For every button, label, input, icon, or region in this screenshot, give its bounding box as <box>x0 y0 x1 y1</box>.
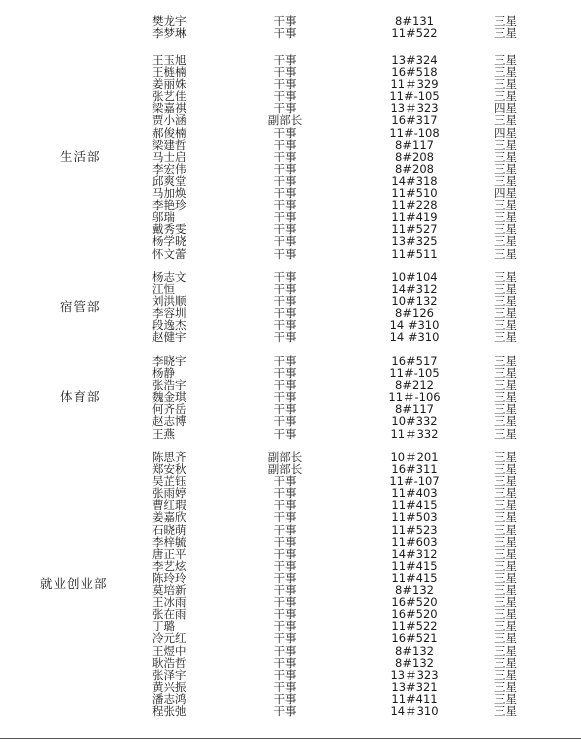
group-unnamed <box>0 15 581 39</box>
member-room: 8#131 <box>395 14 434 28</box>
member-role: 副部长 <box>267 462 303 477</box>
member-rating: 三星 <box>494 450 517 464</box>
member-rating: 三星 <box>494 546 517 561</box>
member-room: 11#-108 <box>389 125 440 140</box>
member-room: 14#312 <box>391 546 438 561</box>
member-role: 干事 <box>273 149 297 164</box>
table-row <box>0 127 581 139</box>
member-name: 怀文蕾 <box>152 246 187 261</box>
member-name: 李艺炫 <box>152 558 187 573</box>
member-rating: 三星 <box>494 149 517 164</box>
member-rating: 三星 <box>494 113 517 128</box>
member-room: 10#132 <box>391 294 438 309</box>
member-rating: 四星 <box>494 125 517 140</box>
department-label: 体育部 <box>60 389 101 405</box>
member-room: 16#311 <box>391 462 438 477</box>
member-name: 杨学晓 <box>152 234 187 249</box>
member-rating: 三星 <box>494 534 517 549</box>
table-row <box>0 524 581 536</box>
member-room: 13#325 <box>391 234 438 249</box>
member-rating: 三星 <box>494 366 517 381</box>
member-role: 干事 <box>273 77 297 92</box>
member-role: 干事 <box>273 246 297 261</box>
member-rating: 四星 <box>494 186 517 201</box>
member-name: 贾小涵 <box>152 113 187 128</box>
member-name: 李晓宇 <box>152 354 187 368</box>
table-row <box>0 235 581 247</box>
member-role: 干事 <box>273 210 297 225</box>
member-role: 干事 <box>273 558 297 573</box>
member-role: 干事 <box>273 534 297 549</box>
member-room: 8#212 <box>395 378 434 393</box>
member-role: 干事 <box>273 270 297 284</box>
member-room: 11＃329 <box>390 77 439 92</box>
member-rating: 三星 <box>494 137 517 152</box>
member-role: 干事 <box>273 631 297 646</box>
member-room: 14 #310 <box>389 318 440 333</box>
member-room: 11#522 <box>391 619 438 634</box>
member-room: 13＃323 <box>390 667 439 682</box>
member-rating: 三星 <box>494 703 517 718</box>
member-rating: 三星 <box>494 558 517 573</box>
member-name: 郑安秋 <box>152 462 187 477</box>
member-role: 干事 <box>273 306 297 321</box>
group-sports-department <box>0 355 581 440</box>
member-name: 李艳珍 <box>152 198 187 213</box>
member-room: 16#520 <box>391 595 438 610</box>
member-rating: 三星 <box>494 498 517 513</box>
member-role: 干事 <box>273 426 297 441</box>
member-name: 赵健宇 <box>152 330 187 345</box>
member-room: 11#415 <box>391 498 438 513</box>
member-rating: 三星 <box>494 222 517 237</box>
member-name: 段逸杰 <box>152 318 187 333</box>
member-room: 14 #310 <box>389 330 440 345</box>
member-room: 16#520 <box>391 607 438 622</box>
member-rating: 三星 <box>494 330 517 345</box>
member-room: 13#321 <box>391 679 438 694</box>
member-role: 干事 <box>273 667 297 682</box>
member-name: 吴芷钰 <box>152 474 187 489</box>
member-name: 王燕 <box>152 426 175 441</box>
member-room: 8#132 <box>395 583 434 598</box>
member-role: 干事 <box>273 354 297 368</box>
member-role: 干事 <box>273 161 297 176</box>
member-name: 张雨婷 <box>152 486 187 501</box>
member-rating: 三星 <box>494 486 517 501</box>
department-label: 宿管部 <box>60 299 101 315</box>
member-role: 干事 <box>273 318 297 333</box>
member-name: 邱爽堂 <box>152 173 187 188</box>
member-room: 11＃-106 <box>388 390 441 405</box>
member-room: 11#523 <box>391 522 438 537</box>
member-room: 8#117 <box>395 137 434 152</box>
member-room: 11#-105 <box>389 366 440 381</box>
member-rating: 三星 <box>494 53 517 67</box>
member-name: 魏金琪 <box>152 390 187 405</box>
table-row <box>0 645 581 657</box>
member-room: 10#332 <box>391 414 438 429</box>
member-room: 16#317 <box>391 113 438 128</box>
member-rating: 三星 <box>494 679 517 694</box>
member-name: 马士启 <box>152 149 187 164</box>
member-role: 副部长 <box>267 113 303 128</box>
member-role: 干事 <box>273 474 297 489</box>
table-row <box>0 331 581 343</box>
member-name: 张泽宇 <box>152 667 187 682</box>
member-name: 戴秀雯 <box>152 222 187 237</box>
member-rating: 三星 <box>494 306 517 321</box>
member-room: 8#132 <box>395 655 434 670</box>
member-name: 王冰雨 <box>152 595 187 610</box>
member-rating: 三星 <box>494 570 517 585</box>
member-name: 李梓毓 <box>152 534 187 549</box>
member-role: 干事 <box>273 679 297 694</box>
member-role: 干事 <box>273 522 297 537</box>
member-name: 李宏伟 <box>152 161 187 176</box>
member-room: 16#517 <box>391 354 438 368</box>
member-name: 王煜中 <box>152 643 187 658</box>
table-row <box>0 415 581 427</box>
member-role: 干事 <box>273 546 297 561</box>
member-room: 11#522 <box>391 26 438 41</box>
member-role: 干事 <box>273 655 297 670</box>
member-role: 干事 <box>273 595 297 610</box>
member-room: 8#132 <box>395 643 434 658</box>
member-role: 干事 <box>273 390 297 405</box>
member-room: 11#511 <box>391 246 438 261</box>
member-room: 13＃323 <box>390 101 439 116</box>
member-name: 王梿楠 <box>152 65 187 80</box>
member-role: 干事 <box>273 510 297 525</box>
member-rating: 三星 <box>494 26 517 41</box>
member-role: 干事 <box>273 366 297 381</box>
member-room: 16#518 <box>391 65 438 80</box>
member-rating: 三星 <box>494 643 517 658</box>
group-life-department <box>0 54 581 260</box>
member-rating: 三星 <box>494 198 517 213</box>
member-role: 干事 <box>273 486 297 501</box>
member-role: 干事 <box>273 125 297 140</box>
table-row <box>0 27 581 39</box>
member-role: 干事 <box>273 198 297 213</box>
member-rating: 三星 <box>494 595 517 610</box>
member-name: 张在雨 <box>152 607 187 622</box>
member-room: 11#-105 <box>389 89 440 104</box>
member-name: 张浩宇 <box>152 378 187 393</box>
member-name: 梁嘉祺 <box>152 101 187 116</box>
member-room: 11#419 <box>391 210 438 225</box>
member-rating: 三星 <box>494 65 517 80</box>
member-room: 14＃310 <box>390 703 439 718</box>
member-rating: 三星 <box>494 390 517 405</box>
table-row <box>0 705 581 717</box>
member-role: 干事 <box>273 89 297 104</box>
member-name: 赵志博 <box>152 414 187 429</box>
member-name: 邬瑞 <box>152 210 175 225</box>
member-rating: 三星 <box>494 631 517 646</box>
member-rating: 三星 <box>494 402 517 417</box>
member-rating: 三星 <box>494 522 517 537</box>
table-row <box>0 428 581 440</box>
member-name: 梁建哲 <box>152 137 187 152</box>
member-name: 程张弛 <box>152 703 187 718</box>
member-name: 陈思齐 <box>152 450 187 464</box>
member-rating: 三星 <box>494 318 517 333</box>
department-label: 就业创业部 <box>40 576 108 592</box>
member-rating: 三星 <box>494 655 517 670</box>
member-rating: 三星 <box>494 173 517 188</box>
member-role: 干事 <box>273 607 297 622</box>
table-row <box>0 114 581 126</box>
member-name: 曹红瑕 <box>152 498 187 513</box>
member-room: 14#312 <box>391 282 438 297</box>
member-role: 干事 <box>273 498 297 513</box>
member-role: 干事 <box>273 691 297 706</box>
member-name: 潘志鸿 <box>152 691 187 706</box>
member-rating: 三星 <box>494 77 517 92</box>
member-rating: 三星 <box>494 210 517 225</box>
member-room: 11#503 <box>391 510 438 525</box>
member-room: 14#318 <box>391 173 438 188</box>
member-rating: 三星 <box>494 619 517 634</box>
member-role: 干事 <box>273 173 297 188</box>
member-room: 8#117 <box>395 402 434 417</box>
member-room: 11#403 <box>391 486 438 501</box>
member-room: 8#126 <box>395 306 434 321</box>
member-room: 11＃332 <box>390 426 439 441</box>
member-rating: 三星 <box>494 14 517 28</box>
member-role: 干事 <box>273 378 297 393</box>
member-role: 副部长 <box>267 450 303 464</box>
member-name: 刘洪顺 <box>152 294 187 309</box>
bottom-divider <box>0 738 581 739</box>
member-role: 干事 <box>273 234 297 249</box>
member-name: 莫培新 <box>152 583 187 598</box>
member-role: 干事 <box>273 65 297 80</box>
member-name: 姜丽姝 <box>152 77 187 92</box>
member-rating: 三星 <box>494 667 517 682</box>
member-name: 郝俊楠 <box>152 125 187 140</box>
member-name: 江恒 <box>152 282 175 297</box>
member-rating: 三星 <box>494 161 517 176</box>
member-rating: 三星 <box>494 354 517 368</box>
member-role: 干事 <box>273 186 297 201</box>
member-name: 陈玲玲 <box>152 570 187 585</box>
member-role: 干事 <box>273 53 297 67</box>
member-role: 干事 <box>273 14 297 28</box>
member-room: 11#-107 <box>389 474 440 489</box>
member-rating: 三星 <box>494 414 517 429</box>
member-room: 11#415 <box>391 570 438 585</box>
table-row <box>0 632 581 644</box>
member-role: 干事 <box>273 643 297 658</box>
member-rating: 三星 <box>494 462 517 477</box>
member-rating: 三星 <box>494 378 517 393</box>
member-room: 10＃201 <box>390 450 439 464</box>
member-rating: 三星 <box>494 246 517 261</box>
member-name: 王玉旭 <box>152 53 187 67</box>
member-name: 唐正平 <box>152 546 187 561</box>
member-role: 干事 <box>273 619 297 634</box>
table-row <box>0 669 581 681</box>
member-role: 干事 <box>273 570 297 585</box>
member-rating: 三星 <box>494 282 517 297</box>
member-name: 杨志文 <box>152 270 187 284</box>
member-name: 李容圳 <box>152 306 187 321</box>
member-role: 干事 <box>273 414 297 429</box>
member-name: 丁璐 <box>152 619 175 634</box>
member-name: 耿浩哲 <box>152 655 187 670</box>
table-row <box>0 511 581 523</box>
member-name: 黄兴振 <box>152 679 187 694</box>
member-rating: 三星 <box>494 426 517 441</box>
member-role: 干事 <box>273 703 297 718</box>
member-room: 11#411 <box>391 691 438 706</box>
member-role: 干事 <box>273 137 297 152</box>
member-rating: 三星 <box>494 691 517 706</box>
member-role: 干事 <box>273 101 297 116</box>
group-dorm-department <box>0 271 581 344</box>
member-role: 干事 <box>273 583 297 598</box>
member-name: 何齐岳 <box>152 402 187 417</box>
member-role: 干事 <box>273 222 297 237</box>
member-name: 张艺佳 <box>152 89 187 104</box>
member-rating: 四星 <box>494 101 517 116</box>
member-name: 姜嘉欣 <box>152 510 187 525</box>
member-room: 13#324 <box>391 53 438 67</box>
member-rating: 三星 <box>494 89 517 104</box>
member-room: 8#208 <box>395 149 434 164</box>
member-role: 干事 <box>273 294 297 309</box>
department-label: 生活部 <box>60 148 101 164</box>
member-rating: 三星 <box>494 510 517 525</box>
member-room: 11#415 <box>391 558 438 573</box>
table-row <box>0 657 581 669</box>
member-room: 8#208 <box>395 161 434 176</box>
member-rating: 三星 <box>494 474 517 489</box>
member-rating: 三星 <box>494 270 517 284</box>
table-row <box>0 248 581 260</box>
member-role: 干事 <box>273 402 297 417</box>
member-rating: 三星 <box>494 234 517 249</box>
member-rating: 三星 <box>494 607 517 622</box>
member-name: 冷元红 <box>152 631 187 646</box>
member-role: 干事 <box>273 330 297 345</box>
member-room: 11#527 <box>391 222 438 237</box>
member-name: 樊龙宇 <box>152 14 187 28</box>
member-rating: 三星 <box>494 583 517 598</box>
member-role: 干事 <box>273 282 297 297</box>
member-name: 马加焕 <box>152 186 187 201</box>
member-room: 10#104 <box>391 270 438 284</box>
group-employment-department <box>0 451 581 717</box>
member-name: 李梦琳 <box>152 26 187 41</box>
member-room: 11#510 <box>391 186 438 201</box>
member-room: 11#228 <box>391 198 438 213</box>
table-row <box>0 536 581 548</box>
member-room: 11#603 <box>391 534 438 549</box>
member-rating: 三星 <box>494 294 517 309</box>
member-name: 杨静 <box>152 366 175 381</box>
member-room: 16#521 <box>391 631 438 646</box>
member-role: 干事 <box>273 26 297 41</box>
member-name: 石晓萌 <box>152 522 187 537</box>
